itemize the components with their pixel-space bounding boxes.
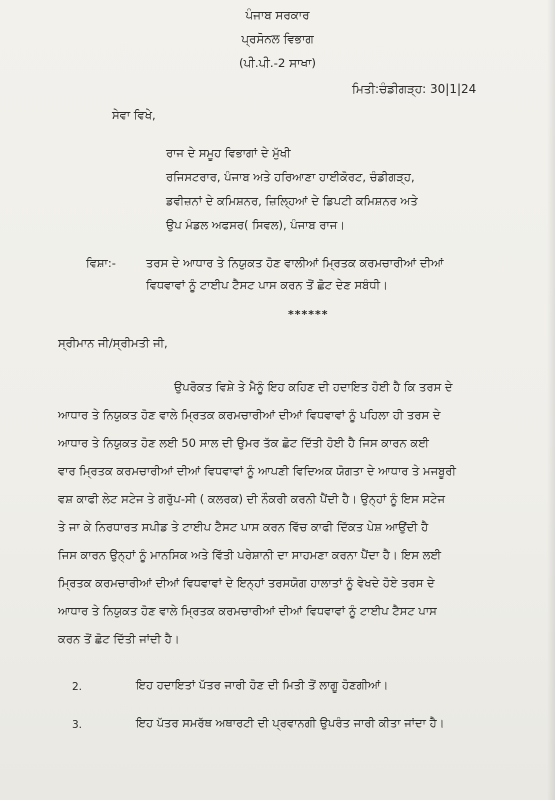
point-text: ਇਹ ਹਦਾਇਤਾਂ ਪੱਤਰ ਜਾਰੀ ਹੋਣ ਦੀ ਮਿਤੀ ਤੋਂ ਲਾਗੂ ਹੋਣਗੀਆਂ।: [136, 678, 389, 692]
body-line: ਵਾਰ ਮ੍ਰਿਤਕ ਕਰਮਚਾਰੀਆਂ ਦੀਆਂ ਵਿਧਵਾਵਾਂ ਨੂੰ ਆਪਣੀ ਵਿਦਿਅਕ ਯੋਗਤਾ ਦੇ ਆਧਾਰ ਤੇ ਮਜਬੂਰੀ: [58, 464, 456, 478]
subject-line: ਤਰਸ ਦੇ ਆਧਾਰ ਤੇ ਨਿਯੁਕਤ ਹੋਣ ਵਾਲੀਆਂ ਮ੍ਰਿਤਕ ਕਰਮਚਾਰੀਆਂ ਦੀਆਂ: [146, 256, 444, 270]
page-edge-shadow: [547, 0, 555, 800]
body-line: ਆਧਾਰ ਤੇ ਨਿਯੁਕਤ ਹੋਣ ਵਾਲੇ ਮ੍ਰਿਤਕ ਕਰਮਚਾਰੀਆਂ ਦੀਆਂ ਵਿਧਵਾਵਾਂ ਨੂੰ ਪਹਿਲਾ ਹੀ ਤਰਸ ਦੇ: [58, 408, 441, 422]
body-line: ਜਿਸ ਕਾਰਨ ਉਨ੍ਹਾਂ ਨੂੰ ਮਾਨਸਿਕ ਅਤੇ ਵਿੱਤੀ ਪਰੇਸ਼ਾਨੀ ਦਾ ਸਾਹਮਣਾ ਕਰਨਾ ਪੈਂਦਾ ਹੈ। ਇਸ ਲਈ: [58, 548, 442, 562]
header-branch: (ਪੀ.ਪੀ.-2 ਸਾਖਾ): [239, 56, 316, 70]
letter-date: ਮਿਤੀ:ਚੰਡੀਗੜ੍ਹ: 30|1|24: [352, 82, 477, 96]
body-line: ਕਰਨ ਤੋਂ ਛੋਟ ਦਿੱਤੀ ਜਾਂਦੀ ਹੈ।: [58, 632, 180, 646]
header-government: ਪੰਜਾਬ ਸਰਕਾਰ: [245, 8, 310, 22]
addressee-line: ਡਵੀਜ਼ਨਾਂ ਦੇ ਕਮਿਸ਼ਨਰ, ਜ਼ਿਲ੍ਹਿਆਂ ਦੇ ਡਿਪਟੀ ਕਮਿਸ਼ਨਰ ਅਤੇ: [166, 194, 418, 208]
body-line: ਵਸ਼ ਕਾਫੀ ਲੇਟ ਸਟੇਜ ਤੇ ਗਰੁੱਪ-ਸੀ ( ਕਲਰਕ) ਦੀ ਨੌਕਰੀ ਕਰਨੀ ਪੈਂਦੀ ਹੈ। ਉਨ੍ਹਾਂ ਨੂੰ ਇਸ ਸਟੇਜ: [58, 492, 445, 506]
body-line: ਮ੍ਰਿਤਕ ਕਰਮਚਾਰੀਆਂ ਦੀਆਂ ਵਿਧਵਾਵਾਂ ਦੇ ਇਨ੍ਹਾਂ ਤਰਸਯੋਗ ਹਾਲਾਤਾਂ ਨੂੰ ਵੇਖਦੇ ਹੋਏ ਤਰਸ ਦੇ: [58, 576, 435, 590]
body-line: ਤੇ ਜਾ ਕੇ ਨਿਰਧਾਰਤ ਸਪੀਡ ਤੇ ਟਾਈਪ ਟੈਸਟ ਪਾਸ ਕਰਨ ਵਿੱਚ ਕਾਫੀ ਦਿੱਕਤ ਪੇਸ਼ ਆਉਂਦੀ ਹੈ: [58, 520, 429, 534]
point-number: 2.: [72, 681, 83, 693]
body-line: ਆਧਾਰ ਤੇ ਨਿਯੁਕਤ ਹੋਣ ਵਾਲੇ ਮ੍ਰਿਤਕ ਕਰਮਚਾਰੀਆਂ ਦੀਆਂ ਵਿਧਵਾਵਾਂ ਨੂੰ ਟਾਈਪ ਟੈਸਟ ਪਾਸ: [58, 604, 437, 618]
subject-line: ਵਿਧਵਾਵਾਂ ਨੂੰ ਟਾਈਪ ਟੈਸਟ ਪਾਸ ਕਰਨ ਤੋਂ ਛੋਟ ਦੇਣ ਸਬੰਧੀ।: [146, 278, 388, 292]
salutation: ਸੇਵਾ ਵਿਖੇ,: [112, 108, 156, 122]
subject-separator: ******: [288, 308, 329, 321]
addressee-line: ਰਜਿਸਟਰਾਰ, ਪੰਜਾਬ ਅਤੇ ਹਰਿਆਣਾ ਹਾਈਕੋਰਟ, ਚੰਡੀਗੜ੍ਹ,: [166, 170, 415, 184]
body-line: ਉਪਰੋਕਤ ਵਿਸ਼ੇ ਤੇ ਮੈਨੂੰ ਇਹ ਕਹਿਣ ਦੀ ਹਦਾਇਤ ਹੋਈ ਹੈ ਕਿ ਤਰਸ ਦੇ: [174, 380, 453, 394]
addressee-line: ਉਪ ਮੰਡਲ ਅਫਸਰ( ਸਿਵਲ), ਪੰਜਾਬ ਰਾਜ।: [166, 218, 346, 232]
greeting: ਸ੍ਰੀਮਾਨ ਜੀ/ਸ੍ਰੀਮਤੀ ਜੀ,: [58, 336, 168, 350]
point-number: 3.: [72, 719, 83, 731]
subject-label: ਵਿਸ਼ਾ:-: [86, 256, 116, 270]
body-line: ਆਧਾਰ ਤੇ ਨਿਯੁਕਤ ਹੋਣ ਲਈ 50 ਸਾਲ ਦੀ ਉਮਰ ਤੱਕ ਛੋਟ ਦਿੱਤੀ ਹੋਈ ਹੈ ਜਿਸ ਕਾਰਨ ਕਈ: [58, 436, 429, 450]
header-department: ਪ੍ਰਸੋਨਲ ਵਿਭਾਗ: [241, 32, 314, 46]
point-text: ਇਹ ਪੱਤਰ ਸਮਰੱਥ ਅਥਾਰਟੀ ਦੀ ਪ੍ਰਵਾਨਗੀ ਉਪਰੰਤ ਜਾਰੀ ਕੀਤਾ ਜਾਂਦਾ ਹੈ।: [136, 716, 445, 730]
addressee-line: ਰਾਜ ਦੇ ਸਮੂਹ ਵਿਭਾਗਾਂ ਦੇ ਮੁੱਖੀ: [166, 146, 291, 160]
